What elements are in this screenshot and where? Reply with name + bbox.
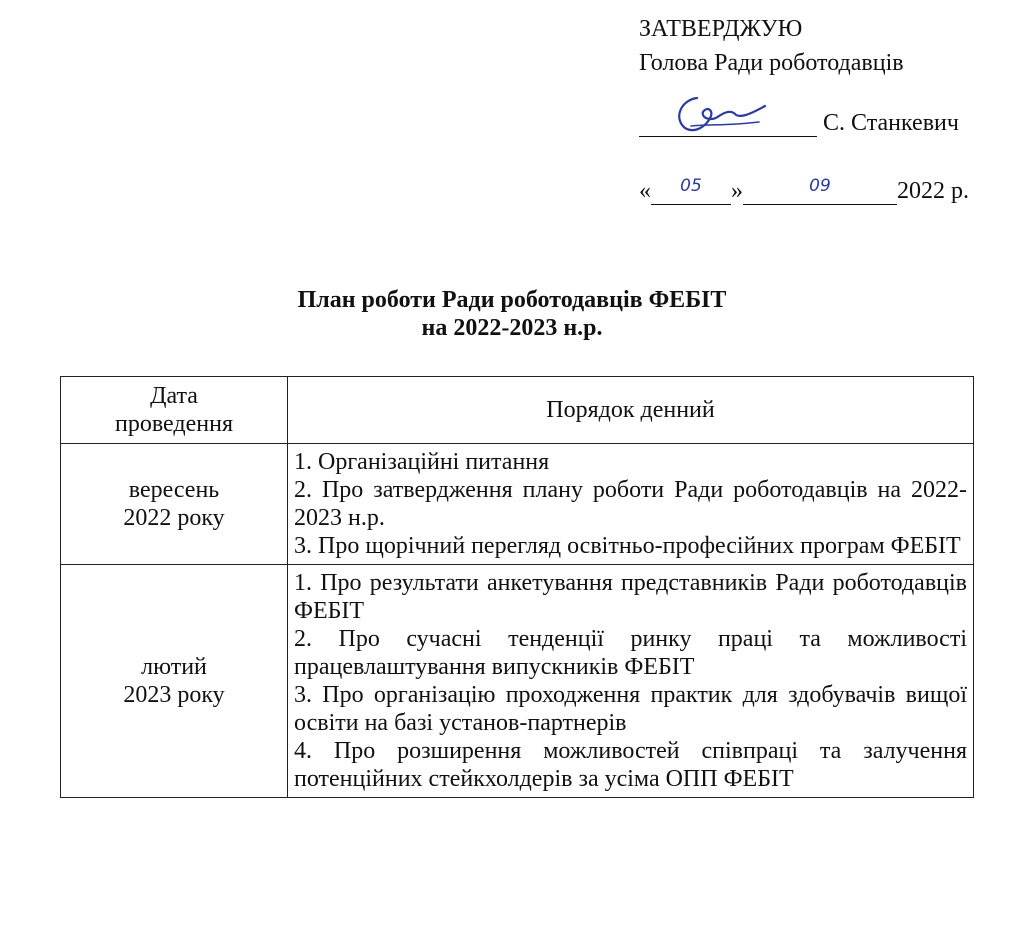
date-month: 09 [743, 176, 897, 205]
table-row [61, 565, 974, 798]
date-day: 05 [651, 176, 731, 205]
agenda-item: 1. Про результати анкетування представників Ради роботодавців ФЕБІТ [294, 570, 967, 624]
approver-position: Голова Ради роботодавців [639, 50, 904, 76]
title-line-2: на 2022-2023 н.р. [421, 315, 603, 341]
date-open-quote: « [639, 178, 651, 204]
signature-blank [639, 110, 817, 137]
agenda-item: 2. Про затвердження плану роботи Ради роботодавців на 2022-2023 н.р. [294, 477, 967, 531]
plan-table [60, 376, 974, 798]
table-header-row [61, 377, 974, 444]
row-agenda [288, 565, 974, 798]
agenda-item: 4. Про розширення можливостей співпраці та залучення потенційних стейкхолдерів за усіма ОПП ФЕБІТ [294, 738, 967, 792]
approval-block [639, 12, 904, 80]
agenda-item: 3. Про щорічний перегляд освітньо-професійних програм ФЕБІТ [294, 533, 961, 559]
header-date-line-1: Дата [150, 383, 198, 409]
handwritten-signature [667, 88, 777, 136]
table-row [61, 444, 974, 565]
header-date-line-2: проведення [115, 411, 233, 437]
row-date [61, 565, 288, 798]
row-date-year: 2022 року [123, 505, 225, 531]
row-date-month: вересень [128, 477, 220, 503]
row-date [61, 444, 288, 565]
date-close-quote: » [731, 178, 743, 204]
signatory-name: С. Станкевич [823, 110, 959, 136]
signature-line [639, 110, 959, 137]
document-title [0, 286, 1024, 342]
row-date-month: лютий [141, 654, 207, 680]
agenda-item: 2. Про сучасні тенденції ринку праці та можливості працевлаштування випускників ФЕБІТ [294, 626, 967, 680]
agenda-item: 3. Про організацію проходження практик для здобувачів вищої освіти на базі установ-партнерів [294, 682, 967, 736]
title-line-1: План роботи Ради роботодавців ФЕБІТ [297, 287, 727, 313]
header-date [61, 377, 288, 444]
date-year: 2022 р. [897, 178, 969, 204]
agenda-item: 1. Організаційні питання [294, 449, 550, 475]
row-agenda [288, 444, 974, 565]
approval-heading: ЗАТВЕРДЖУЮ [639, 16, 803, 42]
row-date-year: 2023 року [123, 682, 225, 708]
header-agenda: Порядок денний [288, 377, 974, 444]
approval-date [639, 176, 969, 205]
